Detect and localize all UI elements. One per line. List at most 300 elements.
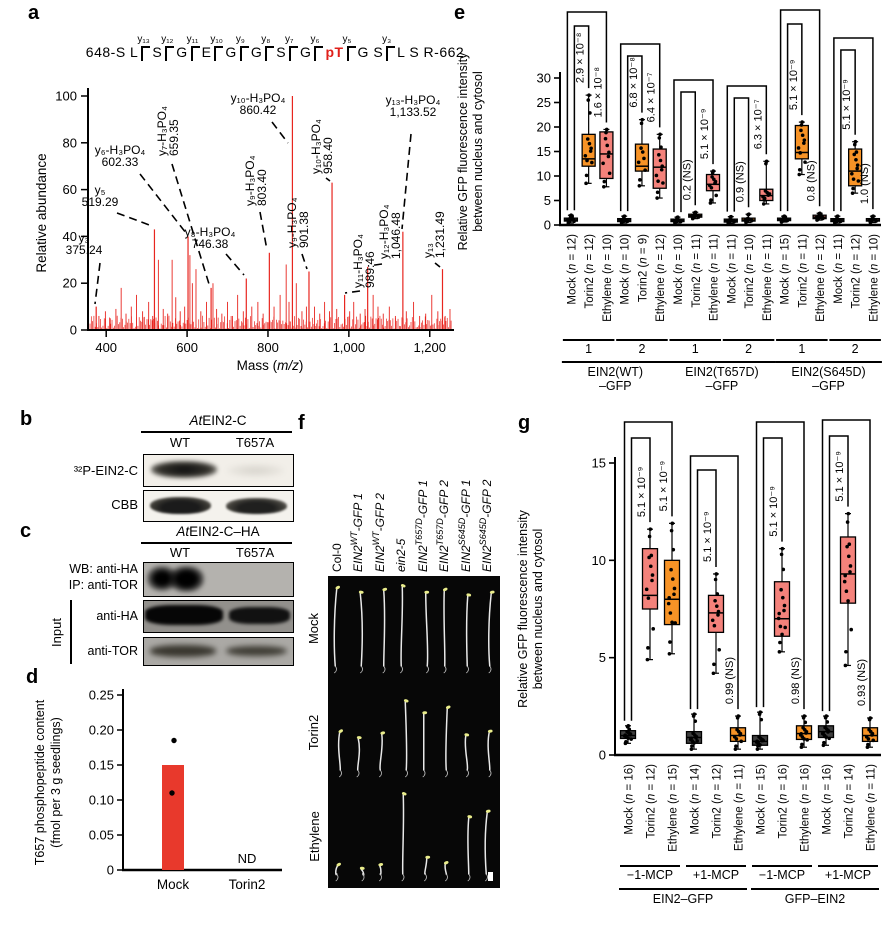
group-label: 1 xyxy=(798,342,806,356)
data-point xyxy=(731,219,735,223)
data-point xyxy=(619,219,623,223)
data-point xyxy=(675,216,679,220)
data-point xyxy=(715,592,719,596)
data-point xyxy=(169,790,174,795)
seedling xyxy=(488,732,490,770)
data-point xyxy=(693,719,697,723)
y-tick-label: 5 xyxy=(543,193,551,208)
wb-label: WB: anti-HA xyxy=(69,562,138,576)
peak-mz-value: 519.29 xyxy=(81,195,119,209)
cotyledon xyxy=(445,705,451,710)
data-point xyxy=(717,648,721,652)
data-point xyxy=(607,155,611,159)
group-label: +1-MCP xyxy=(824,868,872,882)
x-axis-label: Mass (m/z) xyxy=(236,358,304,373)
data-point xyxy=(711,618,715,622)
construct-label: EIN2(WT) xyxy=(587,365,644,379)
peak-ion-name: y₉-H₃PO₄ xyxy=(285,197,299,248)
residue: S xyxy=(276,44,287,60)
cotyledon xyxy=(464,733,469,737)
data-point xyxy=(629,732,633,736)
x-tick-label: 1,200 xyxy=(413,340,447,355)
x-tick-label: Ethylene (n = 11) xyxy=(708,234,721,322)
p-value: 5.1 × 10⁻⁹ xyxy=(658,460,670,512)
data-point xyxy=(866,743,870,747)
data-point xyxy=(660,168,664,172)
data-point xyxy=(849,564,853,568)
data-point xyxy=(678,218,682,222)
p-value: 1.6 × 10⁻⁸ xyxy=(592,66,605,118)
y-ion-label: y₁₃ xyxy=(137,34,150,45)
data-point xyxy=(784,216,788,220)
residue: S xyxy=(152,44,163,60)
row-label-torin2: Torin2 xyxy=(306,714,322,750)
data-point xyxy=(846,599,850,603)
data-point xyxy=(778,650,782,654)
peak-mz-value: 989.46 xyxy=(363,251,377,288)
peak-ion-name: y₇-H₃PO₄ xyxy=(155,106,169,156)
data-point xyxy=(626,736,630,740)
input-bracket xyxy=(70,600,72,664)
data-point xyxy=(587,93,591,97)
data-point xyxy=(640,118,644,122)
data-point xyxy=(781,547,785,551)
data-point xyxy=(604,137,608,141)
peptide-sequence xyxy=(84,20,466,60)
data-point xyxy=(692,741,696,745)
x-tick-label: Ethylene (n = 12) xyxy=(655,234,668,322)
seedling xyxy=(336,866,338,875)
panel-label-g: g xyxy=(518,412,531,434)
data-point xyxy=(651,627,655,631)
data-point xyxy=(657,153,661,157)
data-point xyxy=(835,215,839,219)
ip-label: IP: anti-TOR xyxy=(68,578,138,592)
data-point xyxy=(764,162,768,166)
data-point xyxy=(715,572,719,576)
data-point xyxy=(623,733,627,737)
x-tick-label: Mock (n = 14) xyxy=(689,764,702,835)
peak-ion-name: y₅ xyxy=(94,183,106,197)
group-label: 2 xyxy=(638,342,646,356)
data-point xyxy=(739,732,743,736)
x-tick-label: Mock xyxy=(156,877,190,892)
seedling xyxy=(380,734,382,770)
data-point xyxy=(646,646,650,650)
data-point xyxy=(868,218,872,222)
data-point xyxy=(669,568,673,572)
cotyledon xyxy=(488,729,493,733)
data-point xyxy=(661,181,665,185)
mass-spectrum xyxy=(20,58,460,376)
y-axis-label: (fmol per 3 g seedlings) xyxy=(49,717,63,848)
data-point xyxy=(672,219,676,223)
data-point xyxy=(848,570,852,574)
x-tick-label: Torin2 (n = 12) xyxy=(584,234,597,309)
peak-ion-name: y₈-H₃PO₄ xyxy=(184,225,236,239)
residue: G xyxy=(176,44,188,60)
data-point xyxy=(779,588,783,592)
peak-ion-name: y₉-H₃PO₄ xyxy=(243,155,257,206)
data-point xyxy=(756,747,760,751)
seedling xyxy=(465,736,467,770)
data-point xyxy=(847,554,851,558)
data-point xyxy=(695,739,699,743)
significance-bracket xyxy=(764,438,783,707)
data-point xyxy=(824,716,828,720)
data-point xyxy=(777,612,781,616)
y-axis-label: between nucleus and cytosol xyxy=(531,528,545,690)
data-point xyxy=(822,741,826,745)
data-point xyxy=(803,138,807,142)
protein-band xyxy=(169,566,203,592)
data-point xyxy=(779,625,783,629)
x-tick-label: Torin2 (n = 12) xyxy=(711,764,724,839)
cbb-stain-blot xyxy=(143,490,294,522)
data-point xyxy=(849,628,853,632)
data-point xyxy=(844,650,848,654)
x-tick-label: Mock (n = 16) xyxy=(623,764,636,835)
construct-label: EIN2(S645D) xyxy=(791,365,866,379)
group-label: −1-MCP xyxy=(758,868,806,882)
data-point xyxy=(608,171,612,175)
protein-band xyxy=(151,461,217,478)
data-point xyxy=(758,712,762,716)
data-point xyxy=(727,220,731,224)
x-tick-label: 1,000 xyxy=(332,340,366,355)
data-point xyxy=(739,740,743,744)
construct-label: GFP–EIN2 xyxy=(784,892,846,906)
data-point xyxy=(658,133,662,137)
data-point xyxy=(690,744,694,748)
group-label: −1-MCP xyxy=(626,868,674,882)
y-tick-label: 15 xyxy=(591,455,606,471)
cotyledon xyxy=(359,590,364,594)
data-point xyxy=(171,738,176,743)
data-point xyxy=(642,157,646,161)
residue: 648-S L xyxy=(85,44,139,60)
nd-label: ND xyxy=(237,851,257,866)
y-tick-label: 20 xyxy=(62,275,77,291)
data-point xyxy=(602,185,606,189)
data-point xyxy=(855,150,859,154)
data-point xyxy=(603,180,607,184)
data-point xyxy=(656,179,660,183)
p-value: 6.8 × 10⁻⁸ xyxy=(627,57,640,108)
data-point xyxy=(695,735,699,739)
data-point xyxy=(670,529,674,533)
data-point xyxy=(743,218,747,222)
data-point xyxy=(648,535,652,539)
panel-f-seedlings: Col-0 $EIN2^{WT}$-GFP 1 $EIN2^{WT}$-GFP 2 ein2-5 $EIN2^{T657D}$-GFP 1 $EIN2^{T657D}$-GFP 2 $EIN2^{S645D}$-GFP 1 $EIN2^{S645D}$-GFP 2 Mock Torin2 Ethylene xyxy=(295,408,510,929)
data-point xyxy=(567,219,571,223)
data-point xyxy=(843,580,847,584)
group-label: 2 xyxy=(851,342,859,356)
lane-label-wt: WT xyxy=(169,545,191,560)
data-point xyxy=(798,151,802,155)
data-point xyxy=(655,174,659,178)
y-tick-label: 0.20 xyxy=(88,722,114,738)
p-value: 5.1 × 10⁻⁹ xyxy=(768,486,780,537)
x-tick-label: Mock (n = 16) xyxy=(821,764,834,835)
y-ion-label: y₁₁ xyxy=(186,34,199,45)
data-point xyxy=(838,218,842,222)
data-point xyxy=(851,187,855,191)
y-tick-label: 0 xyxy=(69,322,77,338)
data-point xyxy=(854,158,858,162)
seedling xyxy=(380,866,381,875)
peak-ion-name: y₁₁-H₃PO₄ xyxy=(351,234,365,288)
data-point xyxy=(825,720,829,724)
data-point xyxy=(834,219,838,223)
data-point xyxy=(671,522,675,526)
panel-label-b: b xyxy=(20,408,33,430)
y-tick-label: 60 xyxy=(62,182,77,198)
x-tick-label: Mock (n = 15) xyxy=(755,764,768,835)
data-point xyxy=(660,164,664,168)
data-point xyxy=(669,611,673,615)
cotyledon xyxy=(466,593,471,597)
data-point xyxy=(780,553,784,557)
data-point xyxy=(844,664,848,668)
input-label: Input xyxy=(48,617,64,647)
p-value: 0.8 (NS) xyxy=(805,160,818,202)
cotyledon xyxy=(467,815,472,819)
y-tick-label: 15 xyxy=(536,144,551,159)
data-point xyxy=(797,173,801,177)
data-point xyxy=(816,216,820,220)
y-tick-label: 10 xyxy=(536,168,551,184)
p-value: 5.1 × 10⁻⁹ xyxy=(841,79,854,130)
data-point xyxy=(656,191,660,195)
p-value: 5.1 × 10⁻⁹ xyxy=(699,108,712,160)
data-point xyxy=(755,739,759,743)
panel-label-c: c xyxy=(20,520,32,542)
y-axis-label: Relative GFP fluorescence intensity xyxy=(456,52,470,251)
construct-label: –GFP xyxy=(598,379,632,393)
data-point xyxy=(586,98,590,102)
peak-mz-value: 958.40 xyxy=(321,137,335,174)
x-tick-label: Torin2 (n = 12) xyxy=(850,234,863,309)
cotyledon xyxy=(360,866,365,870)
seedling xyxy=(405,702,406,770)
data-point xyxy=(659,159,663,163)
x-tick-label: Ethylene (n = 16) xyxy=(799,764,812,852)
seedling xyxy=(384,590,385,666)
y-tick-label: 80 xyxy=(62,135,77,151)
data-point xyxy=(821,731,825,735)
peak-mz-value: 659.35 xyxy=(167,119,181,156)
data-point xyxy=(827,737,831,741)
data-point xyxy=(851,191,855,195)
x-tick-label: Ethylene (n = 10) xyxy=(868,234,881,322)
data-point xyxy=(668,652,672,656)
data-point xyxy=(667,602,671,606)
data-point xyxy=(667,596,671,600)
data-point xyxy=(845,589,849,593)
cotyledon xyxy=(378,862,383,866)
bar-mock xyxy=(162,765,184,870)
data-point xyxy=(763,197,767,201)
data-point xyxy=(783,604,787,608)
data-point xyxy=(850,172,854,176)
seedling xyxy=(445,864,446,875)
data-point xyxy=(736,716,740,720)
protein-band xyxy=(150,645,216,657)
cotyledon xyxy=(357,736,362,740)
seedling-photo xyxy=(328,576,500,888)
y-tick-label: 0.25 xyxy=(88,687,114,703)
seedling xyxy=(358,739,360,770)
data-point xyxy=(798,168,802,172)
blot-header: AtEIN2-C xyxy=(189,413,247,428)
data-point xyxy=(803,721,807,725)
x-tick-label: Ethylene (n = 10) xyxy=(601,234,614,322)
data-point xyxy=(759,718,763,722)
data-point xyxy=(777,617,781,621)
x-tick-label: Mock (n = 11) xyxy=(726,234,739,304)
data-point xyxy=(827,729,831,733)
y-axis-label: between nucleus and cytosol xyxy=(471,71,485,232)
boxplot xyxy=(456,10,882,393)
data-point xyxy=(585,174,589,178)
data-point xyxy=(867,737,871,741)
peak-ion-name: y₁₀-H₃PO₄ xyxy=(230,91,286,105)
boxplot xyxy=(516,420,881,906)
seedling xyxy=(425,858,427,874)
data-point xyxy=(693,211,697,215)
data-point xyxy=(711,171,715,175)
data-point xyxy=(712,671,716,675)
peak-ion-name: y₆-H₃PO₄ xyxy=(94,143,146,157)
data-point xyxy=(601,161,605,165)
y-axis-label: Relative abundance xyxy=(34,153,49,273)
y-tick-label: 0 xyxy=(106,862,114,878)
data-point xyxy=(629,737,633,741)
data-point xyxy=(871,739,875,743)
protein-band xyxy=(227,464,284,477)
cotyledon xyxy=(403,699,409,704)
data-point xyxy=(671,577,675,581)
data-point xyxy=(852,177,856,181)
peak-mz-value: 375.24 xyxy=(65,243,103,257)
data-point xyxy=(638,178,642,182)
y-tick-label: 20 xyxy=(536,119,551,135)
y-tick-label: 5 xyxy=(598,650,606,666)
y-ion-label: y₇ xyxy=(285,34,294,45)
data-point xyxy=(746,213,750,217)
data-point xyxy=(625,218,629,222)
residue: G xyxy=(250,44,263,60)
x-tick-label: Torin2 (n = 10) xyxy=(744,234,757,309)
data-point xyxy=(696,214,700,218)
seedling xyxy=(489,593,491,666)
data-point xyxy=(767,192,771,196)
peak-mz-value: 602.33 xyxy=(101,155,139,169)
x-tick-label: Torin2 (n = 16) xyxy=(777,764,790,839)
y-tick-label: 0.10 xyxy=(88,792,114,808)
group-label: 1 xyxy=(585,342,593,356)
data-point xyxy=(735,737,739,741)
protein-band xyxy=(226,498,287,515)
seedling xyxy=(467,596,468,666)
data-point xyxy=(588,111,592,115)
peak-mz-value: 860.42 xyxy=(239,103,277,117)
data-point xyxy=(638,184,642,188)
data-point xyxy=(646,658,650,662)
data-point xyxy=(782,219,786,223)
y-tick-label: 40 xyxy=(62,228,77,244)
construct-label: EIN2(T657D) xyxy=(685,365,759,379)
data-point xyxy=(853,143,857,147)
x-tick-label: Torin2 (n = 12) xyxy=(645,764,658,839)
data-point xyxy=(847,542,851,546)
data-point xyxy=(824,735,828,739)
data-point xyxy=(800,743,804,747)
lane-label-wt: WT xyxy=(169,435,191,450)
data-point xyxy=(692,714,696,718)
group-label: 1 xyxy=(691,342,699,356)
p-value: 5.1 × 10⁻⁹ xyxy=(702,511,714,562)
data-point xyxy=(689,737,693,741)
y-tick-label: 0 xyxy=(598,747,606,763)
blot-row-label: ³²P-EIN2-C xyxy=(73,463,138,478)
seedling xyxy=(485,812,487,874)
cotyledon xyxy=(338,729,344,734)
data-point xyxy=(843,574,847,578)
data-point xyxy=(650,579,654,583)
p-value: 6.3 × 10⁻⁷ xyxy=(752,99,765,150)
x-tick-label: 600 xyxy=(176,340,198,355)
data-point xyxy=(673,587,677,591)
data-point xyxy=(655,196,659,200)
data-point xyxy=(871,215,875,219)
p-value: 6.4 × 10⁻⁷ xyxy=(645,72,658,123)
p-value: 1.0 (NS) xyxy=(858,163,871,205)
data-point xyxy=(672,592,676,596)
input-anti-ha-label: anti-HA xyxy=(96,609,138,623)
seedling xyxy=(468,818,469,874)
x-tick-label: 800 xyxy=(257,340,279,355)
data-point xyxy=(627,728,631,732)
bar-chart-d xyxy=(20,663,292,929)
seedling xyxy=(401,587,402,666)
seedling xyxy=(334,589,336,666)
data-point xyxy=(607,150,611,154)
y-ion-label: y₅ xyxy=(342,34,352,45)
data-point xyxy=(802,141,806,145)
y-ion-label: y₁₂ xyxy=(161,34,174,45)
peak-mz-value: 1,133.52 xyxy=(389,105,437,119)
data-point xyxy=(649,554,653,558)
data-point xyxy=(658,136,662,140)
y-tick-label: 10 xyxy=(591,552,606,568)
blot-row-label: CBB xyxy=(111,497,138,512)
peak-ion-name: y₁₃ xyxy=(421,243,435,258)
data-point xyxy=(802,737,806,741)
cotyledon xyxy=(335,585,341,590)
data-point xyxy=(819,213,823,217)
seedling xyxy=(403,795,404,874)
residue: G xyxy=(225,44,237,60)
significance-bracket xyxy=(788,24,802,211)
cotyledon xyxy=(486,809,491,813)
data-point xyxy=(590,161,594,165)
data-point xyxy=(589,146,593,150)
x-tick-label: Ethylene (n = 11) xyxy=(865,764,878,852)
data-point xyxy=(714,194,718,198)
protein-band xyxy=(150,497,211,514)
